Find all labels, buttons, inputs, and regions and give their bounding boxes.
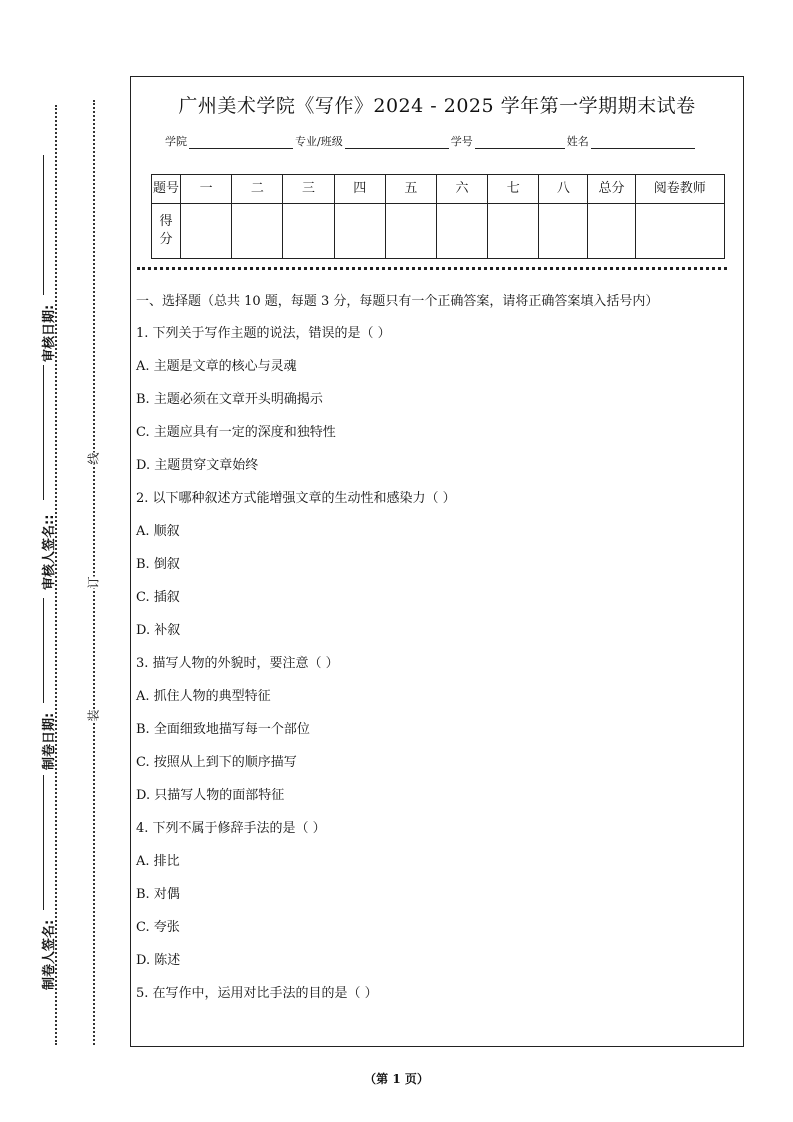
name-label: 姓名 xyxy=(566,135,589,148)
col-4: 四 xyxy=(334,175,385,204)
score-cell[interactable] xyxy=(232,203,283,259)
question-line: D. 主题贯穿文章始终 xyxy=(136,458,259,473)
college-label: 学院 xyxy=(165,135,187,148)
question-line: B. 倒叙 xyxy=(136,557,180,572)
page-number: （第 1 页） xyxy=(364,1072,429,1086)
question-line: D. 补叙 xyxy=(136,623,181,638)
score-value-row xyxy=(152,203,725,259)
review-date-label: 审核日期: xyxy=(42,304,57,362)
question-line: 2. 以下哪种叙述方式能增强文章的生动性和感染力（ ） xyxy=(136,491,456,506)
make-sign-label: 制卷人签名: xyxy=(42,919,57,990)
question-line: 4. 下列不属于修辞手法的是（ ） xyxy=(136,821,326,836)
col-7: 七 xyxy=(488,175,539,204)
margin-dotted-line xyxy=(55,105,57,1045)
col-2: 二 xyxy=(232,175,283,204)
score-cell[interactable] xyxy=(488,203,539,259)
binding-char-line: 线 xyxy=(83,452,104,464)
score-cell[interactable] xyxy=(385,203,436,259)
score-cell[interactable] xyxy=(436,203,487,259)
score-cell[interactable] xyxy=(181,203,232,259)
col-8: 八 xyxy=(539,175,588,204)
question-line: B. 全面细致地描写每一个部位 xyxy=(136,722,310,737)
question-line: A. 顺叙 xyxy=(136,524,180,539)
binding-char-ding: 订 xyxy=(83,576,104,588)
college-field[interactable] xyxy=(189,136,293,149)
col-total: 总分 xyxy=(588,175,635,204)
question-line: 5. 在写作中，运用对比手法的目的是（ ） xyxy=(136,986,378,1001)
col-1: 一 xyxy=(181,175,232,204)
question-line: C. 主题应具有一定的深度和独特性 xyxy=(136,425,336,440)
student-info-row xyxy=(165,133,697,149)
question-line: B. 对偶 xyxy=(136,887,180,902)
col-3: 三 xyxy=(283,175,334,204)
question-line: C. 夸张 xyxy=(136,920,180,935)
question-line: D. 陈述 xyxy=(136,953,181,968)
question-line: A. 排比 xyxy=(136,854,180,869)
score-header-row xyxy=(152,175,725,204)
score-table xyxy=(151,174,725,259)
major-label: 专业/班级 xyxy=(295,135,343,148)
review-sign-line xyxy=(43,365,44,500)
section-intro: 一、选择题（总共 10 题，每题 3 分，每题只有一个正确答案，请将正确答案填入括号内） xyxy=(136,294,659,309)
row-label-tihao: 题号 xyxy=(152,175,181,204)
col-reviewer: 阅卷教师 xyxy=(635,175,724,204)
question-line: C. 按照从上到下的顺序描写 xyxy=(136,755,297,770)
exam-frame xyxy=(130,76,744,1047)
review-date-line xyxy=(43,155,44,295)
question-line: 3. 描写人物的外貌时，要注意（ ） xyxy=(136,656,339,671)
score-cell[interactable] xyxy=(588,203,635,259)
question-line: 1. 下列关于写作主题的说法，错误的是（ ） xyxy=(136,326,391,341)
student-id-label: 学号 xyxy=(450,135,473,148)
binding-dotted-line xyxy=(93,100,95,1045)
major-field[interactable] xyxy=(345,136,449,149)
score-cell[interactable] xyxy=(635,203,724,259)
review-sign-label: 审核人签名:: xyxy=(42,514,57,590)
question-line: A. 主题是文章的核心与灵魂 xyxy=(136,359,297,374)
score-cell[interactable] xyxy=(539,203,588,259)
question-line: B. 主题必须在文章开头明确揭示 xyxy=(136,392,323,407)
binding-char-zhuang: 装 xyxy=(83,709,104,721)
question-line: D. 只描写人物的面部特征 xyxy=(136,788,285,803)
score-cell[interactable] xyxy=(334,203,385,259)
dotted-separator xyxy=(137,267,727,270)
row-label-defen: 得分 xyxy=(152,203,181,259)
make-date-label: 制卷日期: xyxy=(42,712,57,770)
make-date-line xyxy=(43,598,44,703)
score-cell[interactable] xyxy=(283,203,334,259)
name-field[interactable] xyxy=(591,136,695,149)
student-id-field[interactable] xyxy=(475,136,565,149)
col-5: 五 xyxy=(385,175,436,204)
question-line: C. 插叙 xyxy=(136,590,180,605)
col-6: 六 xyxy=(436,175,487,204)
question-line: A. 抓住人物的典型特征 xyxy=(136,689,271,704)
make-sign-line xyxy=(43,775,44,910)
question-content xyxy=(136,291,729,1016)
exam-title: 广州美术学院《写作》2024 - 2025 学年第一学期期末试卷 xyxy=(178,95,696,117)
